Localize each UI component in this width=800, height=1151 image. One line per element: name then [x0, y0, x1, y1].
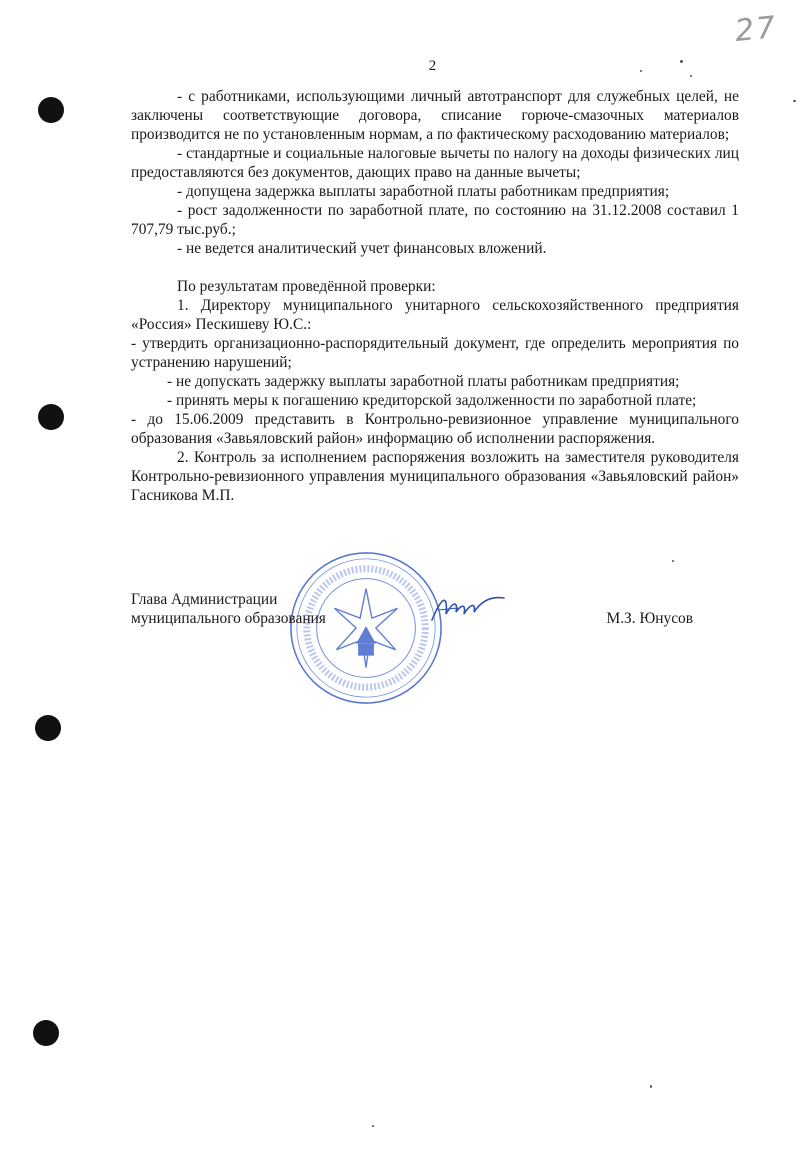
- document-body: [131, 87, 739, 505]
- paragraph: - стандартные и социальные налоговые вычеты по налогу на доходы физических лиц предоставляются без документов, дающих право на данные вычеты;: [131, 145, 739, 181]
- paragraph: - не ведется аналитический учет финансовых вложений.: [177, 240, 547, 257]
- scan-speck: [372, 1125, 374, 1127]
- order-subitem: - принять меры к погашению кредиторской задолженности по заработной плате;: [167, 392, 697, 409]
- scan-speck: [793, 100, 796, 102]
- handwritten-page-mark: 27: [733, 9, 779, 50]
- order-item-1: 1. Директору муниципального унитарного сельскохозяйственного предприятия «Россия» Пескишеву Ю.С.:: [131, 297, 739, 333]
- punch-hole: [38, 404, 64, 430]
- page-number: 2: [428, 58, 437, 74]
- paragraph: - допущена задержка выплаты заработной платы работникам предприятия;: [177, 183, 670, 200]
- official-stamp: [287, 549, 445, 707]
- paragraph: - с работниками, использующими личный автотранспорт для служебных целей, не заключены соответствующие договора, списание горюче-смазочных материалов производится не по установленным нормам, а по фактическому расходованию материалов;: [131, 88, 739, 143]
- paragraph: - рост задолженности по заработной плате, по состоянию на 31.12.2008 составил 1 707,79 тыс.руб.;: [131, 202, 739, 238]
- scan-speck: [690, 75, 692, 77]
- scan-speck: [680, 60, 683, 63]
- signatory-title-line1: Глава Администрации: [131, 591, 278, 608]
- scan-speck: [650, 1085, 652, 1088]
- signatory-title-line2: муниципального образования: [131, 610, 326, 627]
- punch-hole: [38, 97, 64, 123]
- punch-hole: [33, 1020, 59, 1046]
- order-item-2: 2. Контроль за исполнением распоряжения возложить на заместителя руководителя Контрольно-ревизионного управления муниципального образования «Завьяловский район» Гасникова М.П.: [131, 449, 739, 504]
- scan-speck: [672, 560, 674, 562]
- scan-speck: [640, 70, 642, 72]
- order-subitem: - не допускать задержку выплаты заработной платы работникам предприятия;: [167, 373, 680, 390]
- order-subitem: - утвердить организационно-распорядительный документ, где определить мероприятия по устранению нарушений;: [131, 335, 739, 371]
- order-subitem: - до 15.06.2009 представить в Контрольно-ревизионное управление муниципального образования «Завьяловский район» информацию об исполнении распоряжения.: [131, 411, 739, 447]
- signatory-name: М.З. Юнусов: [606, 610, 693, 627]
- signature-block: [131, 590, 739, 628]
- punch-hole: [35, 715, 61, 741]
- results-intro: По результатам проведённой проверки:: [177, 278, 436, 295]
